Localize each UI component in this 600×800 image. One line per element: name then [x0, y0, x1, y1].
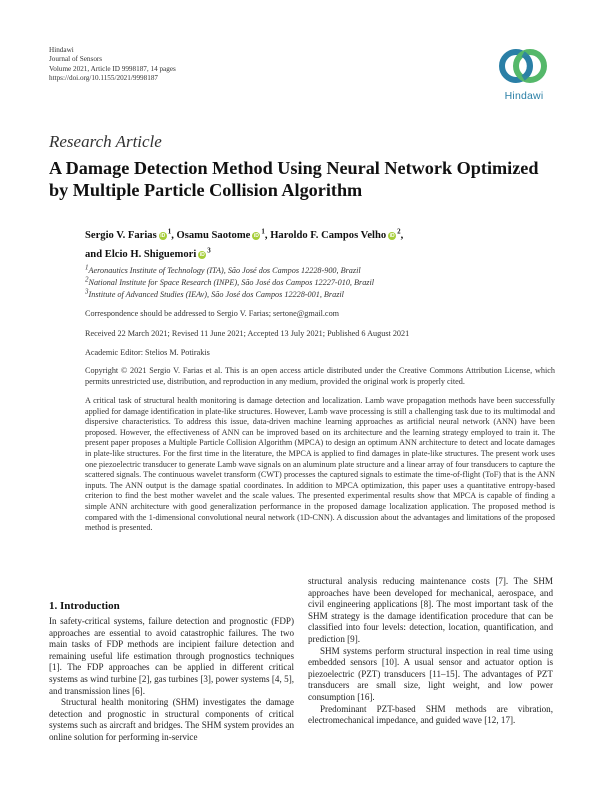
hindawi-logo — [494, 46, 554, 106]
author-list: Sergio V. Farias $iD^1$, Osamu Saotome $iD^1$, Haroldo F. Campos Velho $iD^2$, and Elcio H. Shiguemori $iD^3$ — [85, 227, 404, 260]
orcid-icon[interactable]: iD — [160, 233, 166, 239]
affiliation-text: National Institute for Space Research (INPE), São José dos Campos 12227-010, Brazil — [88, 278, 375, 287]
body-paragraph: Structural health monitoring (SHM) investigates the damage detection and prognostic in structural components of critical systems such as aircraft and bridges. The SHM system provides an online solution for performing in-service — [49, 697, 294, 742]
section-heading: 1. Introduction — [49, 600, 120, 612]
journal-name: Journal of Sensors — [49, 55, 103, 64]
article-title: A Damage Detection Method Using Neural Network Optimized by Multiple Particle Collision Algorithm — [49, 158, 539, 200]
article-dates: Received 22 March 2021; Revised 11 June 2021; Accepted 13 July 2021; Published 6 August 2021 — [85, 329, 410, 338]
author-name[interactable]: Haroldo F. Campos Velho — [270, 230, 387, 241]
body-column-right — [308, 576, 553, 727]
orcid-icon[interactable]: iD — [389, 233, 395, 239]
author-name[interactable]: Sergio V. Farias — [85, 230, 157, 241]
affiliation-sup: 2 — [85, 275, 89, 284]
logo-wordmark: Hindawi — [504, 90, 544, 102]
hindawi-logo-icon — [498, 46, 548, 86]
author-affil-sup: 3 — [207, 246, 211, 255]
author-affil-sup: 2 — [397, 227, 401, 236]
copyright-notice: Copyright © 2021 Sergio V. Farias et al. This is an open access article distributed under the Creative Commons Attribution License, which permits unrestricted use, distribution, and reproduction in any medium, provided the original work is properly cited. — [85, 366, 555, 386]
academic-editor: Academic Editor: Stelios M. Potirakis — [85, 348, 210, 357]
body-paragraph: structural analysis reducing maintenance costs [7]. The SHM approaches have been developed for mechanical, aerospace, and civil engineering applications [8]. The most important task of the SHM strategy is the damage identification procedure that can be classified into four levels: detection, location, quantification, and prediction [9]. — [308, 576, 553, 644]
affiliation-text: Aeronautics Institute of Technology (ITA), São José dos Campos 12228-900, Brazil — [88, 266, 361, 275]
doi-link[interactable]: https://doi.org/10.1155/2021/9998187 — [49, 73, 159, 82]
author-and: and — [85, 249, 103, 260]
author-name[interactable]: Osamu Saotome — [176, 230, 251, 241]
body-paragraph: SHM systems perform structural inspection in real time using embedded sensors [10]. A usual sensor and actuator option is piezoelectric (PZT) transducers [11–15]. The advantages of PZT transducers are small size, light weight, and low power consumption [16]. — [308, 645, 553, 702]
article-type: Research Article — [49, 132, 162, 151]
author-affil-sup: 1 — [167, 227, 172, 236]
author-affil-sup: 1 — [261, 227, 265, 236]
publisher-name: Hindawi — [49, 46, 74, 54]
body-column-left — [49, 616, 294, 744]
author-name[interactable]: Elcio H. Shiguemori — [104, 249, 197, 260]
affiliation-text: Institute of Advanced Studies (IEAv), São José dos Campos 12228-001, Brazil — [88, 290, 344, 299]
affiliation-sup: 1 — [85, 263, 89, 272]
affiliation-2 — [85, 275, 375, 287]
affiliation-1 — [85, 263, 361, 275]
correspondence: Correspondence should be addressed to Sergio V. Farias; sertone@gmail.com — [85, 309, 340, 318]
affiliation-3 — [85, 287, 344, 299]
volume-info: Volume 2021, Article ID 9998187, 14 pages — [49, 64, 176, 73]
orcid-icon[interactable]: iD — [253, 233, 259, 239]
journal-info — [49, 46, 176, 83]
affiliation-sup: 3 — [85, 287, 89, 296]
body-paragraph: In safety-critical systems, failure detection and prognostic (FDP) approaches are essential to avoid catastrophic failures. The two main tasks of FDP methods are incipient failure detection and remaining useful life estimation through prognostics techniques [1]. The FDP approaches can be applied in different critical systems as wind turbine [2], gas turbines [3], power systems [4, 5], and transmission lines [6]. — [49, 616, 294, 696]
body-paragraph: Predominant PZT-based SHM methods are vibration, electromechanical impedance, and guided wave [12, 17]. — [308, 703, 553, 726]
orcid-icon[interactable]: iD — [199, 252, 205, 258]
abstract: A critical task of structural health monitoring is damage detection and localization. Lamb wave propagation methods have been successfully applied for damage identification in plate-like structures. However, Lamb wave processing is still a challenging task due to its multimodal and dispersive characteristics. To address this issue, data-driven machine learning approaches as artificial neural network (ANN) have been proposed. However, the effectiveness of ANN can be improved based on its architecture and the learning strategy employed to train it. The present paper proposes a Multiple Particle Collision Algorithm (MPCA) to design an optimum ANN architecture to detect and locate damages in plate-like structures. For the first time in the literature, the MPCA is applied to find damages in plate-like structures. The present work uses one piezoelectric transducer to generate Lamb wave signals on an aluminum plate structure and a linear array of four transducers to capture the scattered signals. The continuous wavelet transform (CWT) processes the captured signals to estimate the time-of-flight (ToF) that is the ANN inputs. The ANN output is the damage spatial coordinates. In addition to MPCA optimization, this paper uses a quantitative entropy-based criterion to find the best mother wavelet and the scale values. The presented experimental results show that MPCA is capable of finding a simple ANN architecture with good generalization performance in the proposed damage localization application. The proposed method is compared with the 1-dimensional convolutional neural network (1D-CNN). A discussion about the advantages and limitations of the proposed method is presented. — [85, 396, 555, 533]
